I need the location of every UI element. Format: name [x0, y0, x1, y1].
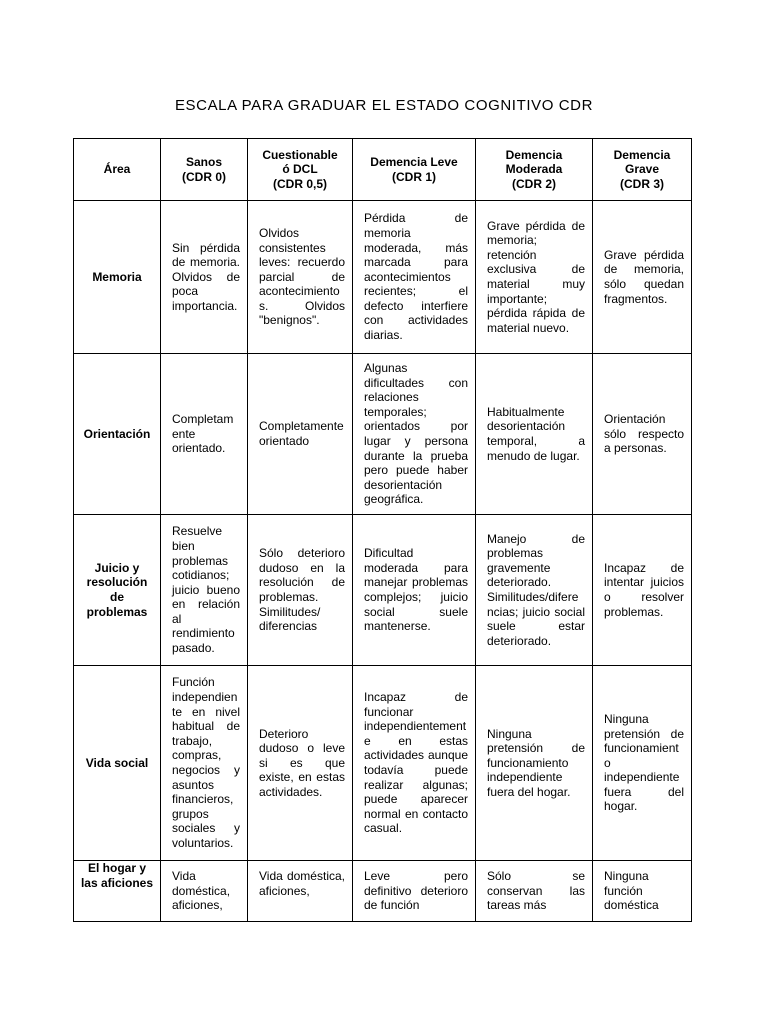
table-cell: Dificultad moderada para manejar problemas complejos; juicio social suele mantenerse.	[353, 515, 476, 666]
table-cell: Completamente orientado.	[161, 354, 248, 515]
table-row	[74, 515, 692, 666]
row-area-label: Memoria	[74, 201, 161, 354]
table-cell: Sólo se conservan las tareas más	[476, 861, 593, 922]
table-cell: Sólo deterioro dudoso en la resolución de problemas. Similitudes/ diferencias	[248, 515, 353, 666]
table-cell: Leve pero definitivo deterioro de función	[353, 861, 476, 922]
row-area-label: Orientación	[74, 354, 161, 515]
table-cell: Pérdida de memoria moderada, más marcada para acontecimientos recientes; el defecto interfiere con actividades diarias.	[353, 201, 476, 354]
table-cell: Ninguna pretensión de funcionamiento independiente fuera del hogar.	[593, 666, 692, 861]
table-cell: Deterioro dudoso o leve si es que existe, en estas actividades.	[248, 666, 353, 861]
header-demencia-moderada: Demencia Moderada (CDR 2)	[476, 139, 593, 201]
table-cell: Grave pérdida de memoria, sólo quedan fragmentos.	[593, 201, 692, 354]
row-area-label: Juicio y resolución de problemas	[74, 515, 161, 666]
table-cell: Manejo de problemas gravemente deteriorado. Similitudes/diferencias; juicio social suele estar deteriorado.	[476, 515, 593, 666]
table-row	[74, 666, 692, 861]
row-area-label: El hogar y las aficiones	[74, 861, 161, 922]
document-title: ESCALA PARA GRADUAR EL ESTADO COGNITIVO CDR	[174, 97, 594, 114]
cdr-scale-table	[73, 138, 692, 922]
header-demencia-grave: Demencia Grave (CDR 3)	[593, 139, 692, 201]
table-row	[74, 201, 692, 354]
header-area: Área	[74, 139, 161, 201]
table-cell: Olvidos consistentes leves: recuerdo parcial de acontecimientos. Olvidos "benignos".	[248, 201, 353, 354]
header-demencia-leve: Demencia Leve (CDR 1)	[353, 139, 476, 201]
table-header-row	[74, 139, 692, 201]
table-cell: Resuelve bien problemas cotidianos; juicio bueno en relación al rendimiento pasado.	[161, 515, 248, 666]
header-cuestionable: Cuestionable ó DCL (CDR 0,5)	[248, 139, 353, 201]
table-row	[74, 354, 692, 515]
table-cell: Función independiente en nivel habitual de trabajo, compras, negocios y asuntos financieros, grupos sociales y voluntarios.	[161, 666, 248, 861]
table-cell: Vida doméstica, aficiones,	[161, 861, 248, 922]
table-cell: Incapaz de intentar juicios o resolver problemas.	[593, 515, 692, 666]
table-cell: Completamente orientado	[248, 354, 353, 515]
table-cell: Grave pérdida de memoria; retención exclusiva de material muy importante; pérdida rápida de material nuevo.	[476, 201, 593, 354]
header-sanos: Sanos (CDR 0)	[161, 139, 248, 201]
table-cell: Incapaz de funcionar independientemente en estas actividades aunque todavía puede realizar algunas; puede aparecer normal en contacto casual.	[353, 666, 476, 861]
table-row	[74, 861, 692, 922]
row-area-label: Vida social	[74, 666, 161, 861]
table-cell: Algunas dificultades con relaciones temporales; orientados por lugar y persona durante la prueba pero puede haber desorientación geográfica.	[353, 354, 476, 515]
table-cell: Habitualmente desorientación temporal, a menudo de lugar.	[476, 354, 593, 515]
table-cell: Vida doméstica, aficiones,	[248, 861, 353, 922]
table-cell: Ninguna función doméstica	[593, 861, 692, 922]
table-cell: Sin pérdida de memoria. Olvidos de poca importancia.	[161, 201, 248, 354]
table-cell: Ninguna pretensión de funcionamiento independiente fuera del hogar.	[476, 666, 593, 861]
table-cell: Orientación sólo respecto a personas.	[593, 354, 692, 515]
